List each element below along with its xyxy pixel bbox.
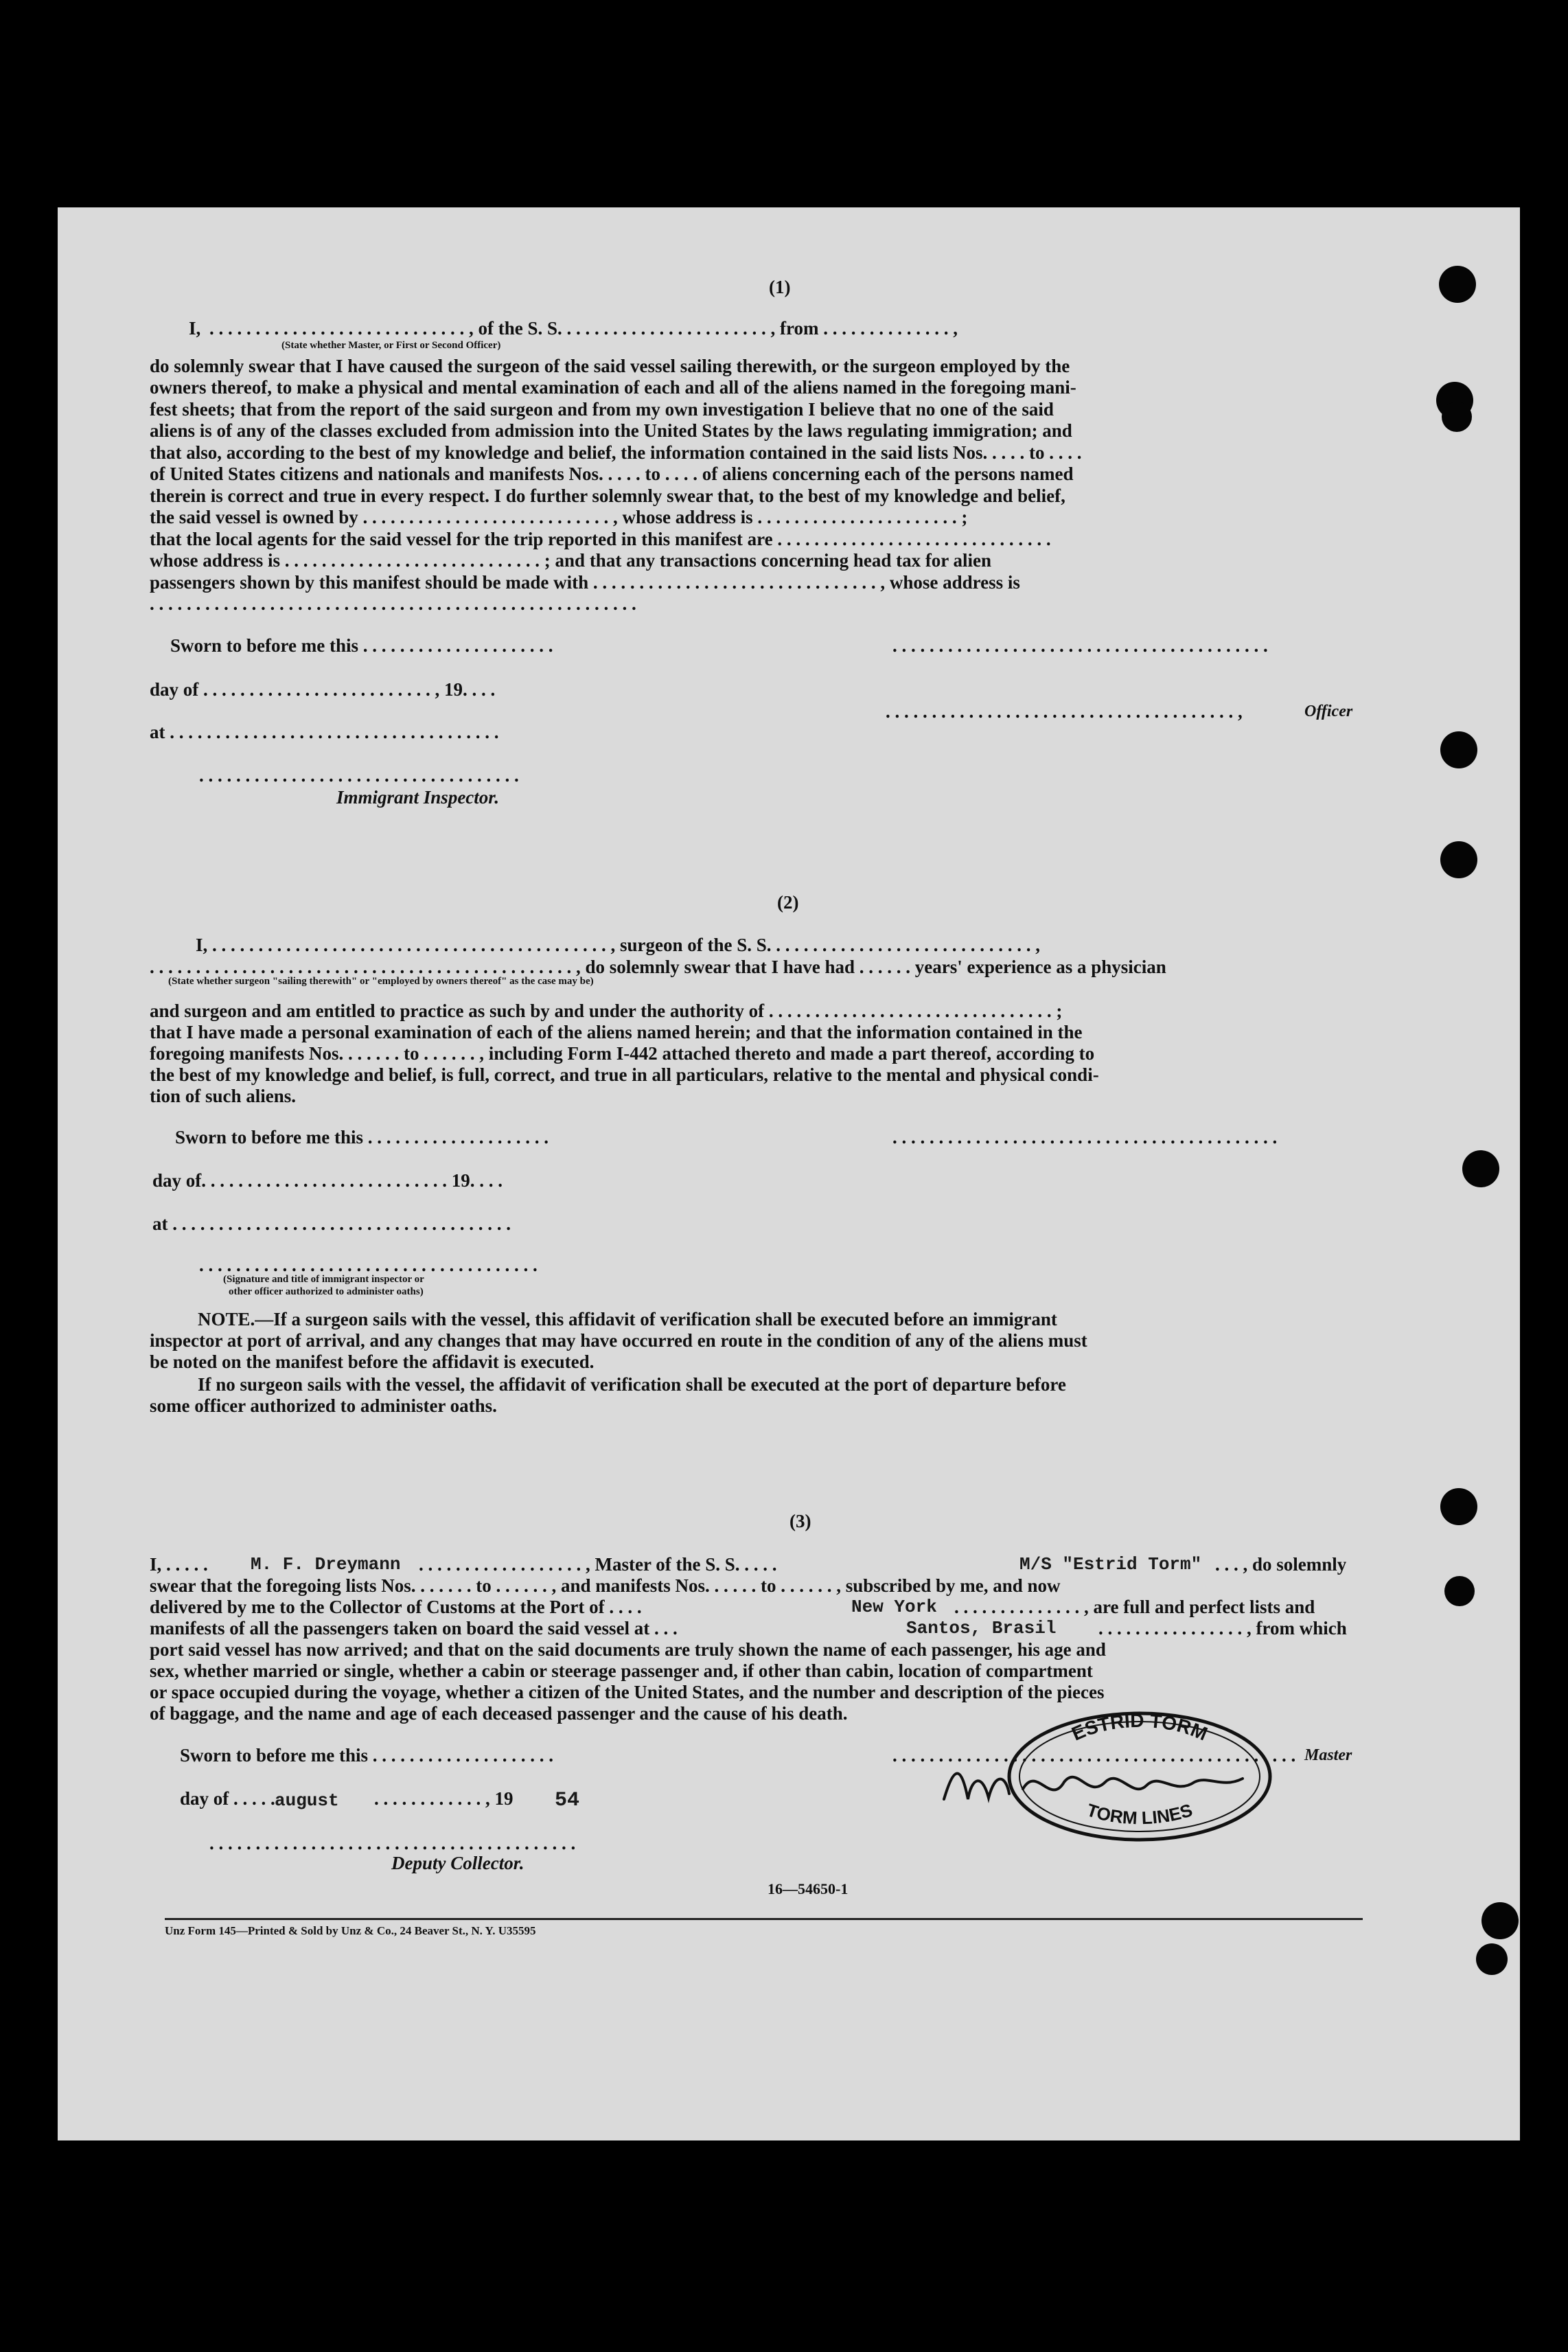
s2-line-1: I, . . . . . . . . . . . . . . . . . . . . . . . . . . . . . . . . . . . . . . . . . . . , surgeon of the S. S. . . . . . . . . . . . . . . . . . . . . . . . . . . . . , (196, 935, 1041, 955)
s1-at: at . . . . . . . . . . . . . . . . . . . . . . . . . . . . . . . . . . . . (150, 722, 499, 742)
note-line-5: some officer authorized to administer oaths. (150, 1395, 497, 1416)
note-line-2: inspector at port of arrival, and any changes that may have occurred en route in the condition of any of the aliens must (150, 1330, 1087, 1351)
punch-hole (1476, 1943, 1508, 1975)
s3-para-4a: manifests of all the passengers taken on board the said vessel at . . . (150, 1618, 678, 1639)
s1-para-1: do solemnly swear that I have caused the surgeon of the said vessel sailing therewith, or the surgeon employed by the (150, 356, 1070, 376)
svg-text:ESTRID TORM (1068, 1710, 1210, 1745)
s1-sworn: Sworn to before me this . . . . . . . . . . . . . . . . . . . . . (170, 635, 553, 656)
punch-hole (1440, 731, 1477, 768)
s2-at: at . . . . . . . . . . . . . . . . . . . . . . . . . . . . . . . . . . . . . (152, 1213, 511, 1234)
punch-hole (1444, 1576, 1475, 1606)
s2-caption: (State whether surgeon "sailing therewith" or "employed by owners thereof" as the case may be) (168, 976, 594, 987)
section-3-heading: (3) (789, 1511, 811, 1531)
s1-inspector-label: Immigrant Inspector. (336, 787, 500, 808)
footer-printer-line: Unz Form 145—Printed & Sold by Unz & Co., 24 Beaver St., N. Y. U35595 (165, 1924, 536, 1937)
s2-para-3: foregoing manifests Nos. . . . . . . to . . . . . . , including Form I-442 attached thereto and made a part thereof, according to (150, 1043, 1095, 1064)
s3-line-1c: . . . , do solemnly (1215, 1554, 1347, 1575)
s2-signature-line: . . . . . . . . . . . . . . . . . . . . . . . . . . . . . . . . . . . . . (199, 1255, 538, 1275)
s3-para-5: port said vessel has now arrived; and that on the said documents are truly shown the name of each passenger, his age and (150, 1639, 1106, 1660)
s2-para-4: the best of my knowledge and belief, is full, correct, and true in all particulars, relative to the mental and physical condi- (150, 1064, 1099, 1085)
s1-day: day of . . . . . . . . . . . . . . . . . . . . . . . . . , 19. . . . (150, 679, 496, 700)
s2-signature-caption-1: (Signature and title of immigrant inspector or (223, 1274, 424, 1285)
s3-master-label: Master (1304, 1746, 1352, 1764)
stamp-top-text: ESTRID TORM (1068, 1709, 1211, 1745)
s1-para-11: passengers shown by this manifest should be made with . . . . . . . . . . . . . . . . . . . . . . . . . . . . . . . , whose address is (150, 572, 1020, 593)
footer-rule (165, 1918, 1363, 1920)
punch-hole (1481, 1902, 1519, 1939)
s3-master-line: . . . . . . . . . . . . . . . . . . . . . . . . . . . . . . . . . . . . . . . . . . . . (892, 1745, 1296, 1766)
s1-line-1b: . . . . . . . . . . . . . . . . . . . . . . . . . . . . , of the S. S. . . . . . . . . . . . . . . . . . . . . . . , from . . . . . . . . . . . . . . , (209, 318, 958, 339)
s3-sworn: Sworn to before me this . . . . . . . . . . . . . . . . . . . . (180, 1745, 553, 1766)
s3-line-1b: . . . . . . . . . . . . . . . . . . , Master of the S. S. . . . . (419, 1554, 777, 1575)
s1-para-8: the said vessel is owned by . . . . . . . . . . . . . . . . . . . . . . . . . . . , whose address is . . . . . . . . . . . . . . . . . . . . . . ; (150, 507, 968, 527)
from-port-typed: Santos, Brasil (906, 1618, 1057, 1639)
ship-name-typed: M/S "Estrid Torm" (1019, 1554, 1202, 1575)
s1-para-5: that also, according to the best of my knowledge and belief, the information contained in the said lists Nos. . . . . to . . . . (150, 442, 1082, 463)
s3-para-8: of baggage, and the name and age of each deceased passenger and the cause of his death. (150, 1703, 848, 1724)
punch-hole (1440, 841, 1477, 878)
s2-para-1: and surgeon and am entitled to practice as such by and under the authority of . . . . . . . . . . . . . . . . . . . . . . . . . . . . . . . ; (150, 1001, 1063, 1021)
s1-para-6: of United States citizens and nationals and manifests Nos. . . . . to . . . . of aliens concerning each of the persons named (150, 464, 1074, 484)
s1-para-3: fest sheets; that from the report of the said surgeon and from my own investigation I believe that no one of the said (150, 399, 1054, 420)
note-line-4: If no surgeon sails with the vessel, the affidavit of verification shall be executed at the port of departure before (198, 1374, 1066, 1395)
punch-hole (1442, 402, 1472, 432)
s2-sworn: Sworn to before me this . . . . . . . . . . . . . . . . . . . . (175, 1127, 549, 1148)
s3-para-3b: . . . . . . . . . . . . . . , are full and perfect lists and (954, 1597, 1315, 1617)
s3-day-b: . . . . . . . . . . . . , 19 (374, 1788, 514, 1809)
punch-hole (1439, 266, 1476, 303)
stamp-bottom-text: TORM LINES (1084, 1799, 1195, 1829)
s1-para-7: therein is correct and true in every respect. I do further solemnly swear that, to the best of my knowledge and belief, (150, 486, 1065, 506)
note-line-3: be noted on the manifest before the affidavit is executed. (150, 1351, 595, 1372)
s2-signature-caption-2: other officer authorized to administer oaths) (229, 1286, 424, 1297)
year-typed: 54 (555, 1789, 580, 1812)
month-typed: august (275, 1790, 339, 1811)
punch-hole (1462, 1150, 1499, 1187)
s3-para-6: sex, whether married or single, whether a cabin or steerage passenger and, if other than cabin, location of compartment (150, 1660, 1093, 1681)
s1-line-1a: I, (189, 318, 201, 339)
punch-hole (1440, 1488, 1477, 1525)
s2-line-2: . . . . . . . . . . . . . . . . . . . . . . . . . . . . . . . . . . . . . . . . . . . . . . , do solemnly swear that I have had . . . . . . years' experience as a physician (150, 957, 1166, 977)
port-typed: New York (851, 1597, 937, 1617)
s2-para-5: tion of such aliens. (150, 1086, 297, 1106)
s1-para-12: . . . . . . . . . . . . . . . . . . . . . . . . . . . . . . . . . . . . . . . . . . . . . . . . . . . . . (150, 593, 636, 614)
s3-day-a: day of . . . . . (180, 1788, 275, 1809)
s3-deputy-label: Deputy Collector. (391, 1853, 524, 1873)
s1-officer-label: Officer (1304, 703, 1353, 720)
s1-para-4: aliens is of any of the classes excluded from admission into the United States by the laws regulating immigration; and (150, 420, 1072, 441)
note-line-1: NOTE.—If a surgeon sails with the vessel, this affidavit of verification shall be executed before an immigrant (198, 1309, 1057, 1329)
master-name-typed: M. F. Dreymann (251, 1554, 401, 1575)
s3-para-2: swear that the foregoing lists Nos. . . . . . . to . . . . . . , and manifests Nos. . . . . . to . . . . . . , subscribed by me, and now (150, 1575, 1061, 1596)
s3-para-4b: . . . . . . . . . . . . . . . . , from which (1098, 1618, 1347, 1639)
s1-sworn-right-line: . . . . . . . . . . . . . . . . . . . . . . . . . . . . . . . . . . . . . . . . . (892, 635, 1268, 656)
section-2-heading: (2) (777, 892, 799, 913)
form-number: 16—54650-1 (768, 1880, 849, 1897)
s1-officer-line: . . . . . . . . . . . . . . . . . . . . . . . . . . . . . . . . . . . . . . , (886, 701, 1243, 722)
s2-para-2: that I have made a personal examination of each of the aliens named herein; and that the information contained in the (150, 1022, 1083, 1042)
s1-inspector-line: . . . . . . . . . . . . . . . . . . . . . . . . . . . . . . . . . . . (199, 765, 519, 786)
s3-para-3a: delivered by me to the Collector of Customs at the Port of . . . . (150, 1597, 642, 1617)
s1-para-10: whose address is . . . . . . . . . . . . . . . . . . . . . . . . . . . . ; and that any transactions concerning head tax for alien (150, 550, 992, 571)
section-1-heading: (1) (769, 277, 791, 297)
s2-day: day of. . . . . . . . . . . . . . . . . . . . . . . . . . . 19. . . . (152, 1170, 503, 1191)
master-signature (941, 1751, 1270, 1813)
s1-para-2: owners thereof, to make a physical and mental examination of each and all of the aliens named in the foregoing mani- (150, 377, 1076, 398)
s2-sworn-right-line: . . . . . . . . . . . . . . . . . . . . . . . . . . . . . . . . . . . . . . . . . . (892, 1127, 1278, 1148)
s3-deputy-line: . . . . . . . . . . . . . . . . . . . . . . . . . . . . . . . . . . . . . . . . (209, 1833, 576, 1853)
s1-caption: (State whether Master, or First or Second Officer) (281, 340, 501, 351)
s3-line-1a: I, . . . . . (150, 1554, 208, 1575)
s3-para-7: or space occupied during the voyage, whether a citizen of the United States, and the number and description of the pieces (150, 1682, 1105, 1702)
s1-para-9: that the local agents for the said vessel for the trip reported in this manifest are . . . . . . . . . . . . . . . . . . . . . . . . . . . . . . (150, 529, 1051, 549)
